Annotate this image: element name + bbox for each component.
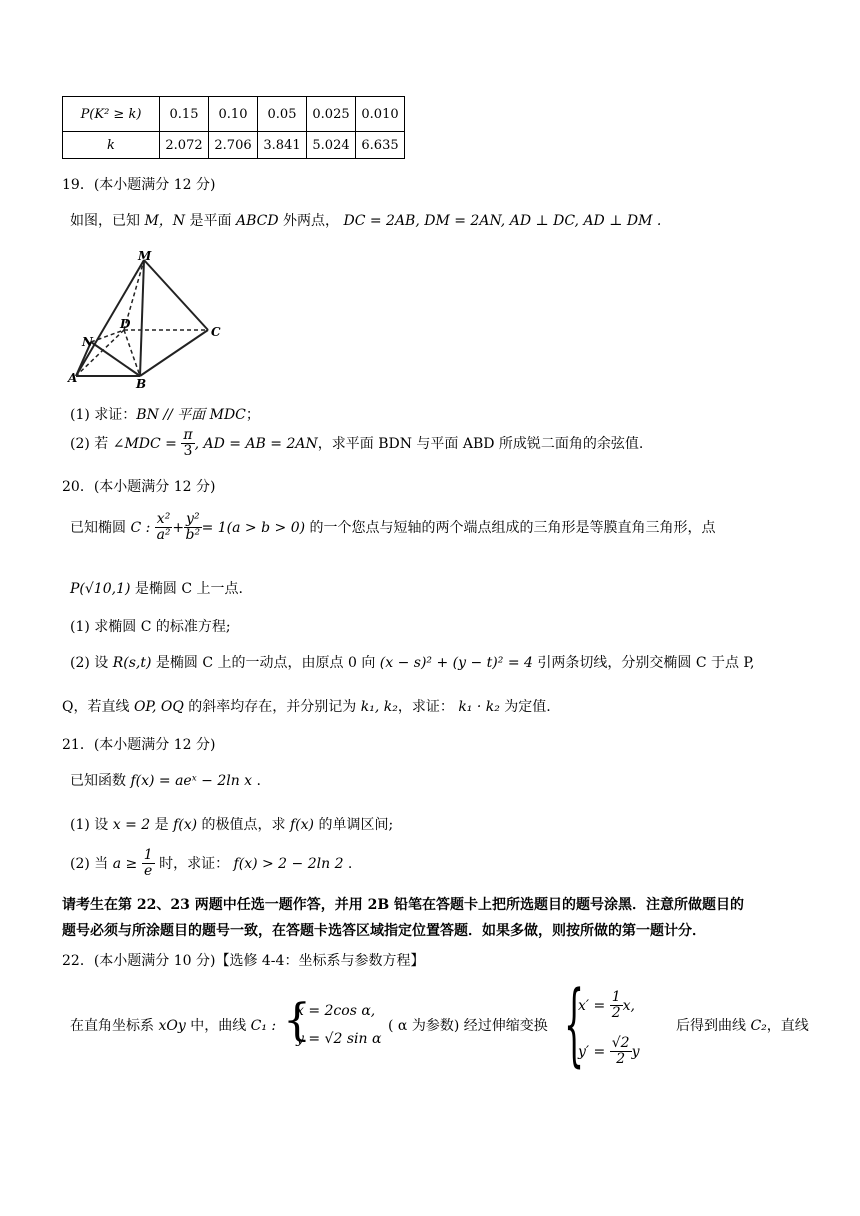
- math: f(x) > 2 − 2ln 2: [233, 855, 344, 872]
- text: .: [343, 855, 353, 872]
- math: y′ =: [578, 1043, 606, 1060]
- q19-heading: 19．(本小题满分 12 分): [62, 177, 216, 193]
- text: .: [252, 773, 261, 789]
- q21-part1: [70, 814, 393, 834]
- transform-brace: {: [564, 972, 585, 1077]
- math: , AD = AB = 2AN: [194, 435, 318, 452]
- math: M，N: [144, 213, 186, 229]
- text: 的一个您点与短轴的两个端点组成的三角形是等膜直角三角形，点: [305, 519, 716, 536]
- math: C₁ :: [250, 1018, 277, 1034]
- q19-intro: [70, 210, 661, 230]
- math: a ≥: [112, 855, 138, 872]
- text: +: [172, 519, 185, 536]
- label-M: M: [138, 249, 152, 263]
- q20-part1: (1) 求椭圆 C 的标准方程;: [70, 619, 231, 635]
- q20-line1: [70, 512, 716, 544]
- q21-line1: [70, 770, 261, 790]
- transform-eq1: [578, 990, 635, 1022]
- math: x,: [622, 997, 635, 1014]
- transform-eq2: [578, 1036, 639, 1068]
- frac-y2-b2: [184, 512, 202, 544]
- math: ABCD: [235, 213, 279, 229]
- q22-text-prefix: [70, 1015, 276, 1035]
- math: = 1(a > b > 0): [201, 519, 306, 536]
- table-cell: 3.841: [258, 132, 307, 159]
- text: (2) 当: [70, 855, 113, 872]
- math: k₁ · k₂: [458, 699, 500, 715]
- q22-heading: 22．(本小题满分 10 分)【选修 4-4：坐标系与参数方程】: [62, 953, 425, 969]
- text: 时，求证：: [154, 855, 234, 872]
- denominator: e: [144, 863, 153, 880]
- math: f(x) = aeˣ − 2ln x: [130, 773, 253, 789]
- math: f(x): [290, 817, 315, 833]
- math: x = 2: [112, 817, 151, 833]
- text: (1) 求证：: [70, 407, 137, 423]
- q20-part2b: [62, 696, 551, 716]
- math: f(x): [173, 817, 198, 833]
- numerator: 1: [611, 989, 621, 1005]
- table-row-label: k: [63, 132, 160, 159]
- table-cell: 6.635: [356, 132, 405, 159]
- text: 是椭圆 C 上的一动点，由原点 0 向: [151, 655, 380, 671]
- text: 为定值.: [499, 699, 551, 715]
- q20-part2: [70, 652, 754, 672]
- notice-line1: 请考生在第 22、23 两题中任选一题作答，并用 2B 铅笔在答题卡上把所选题目的题号涂黑．注意所做题目的: [62, 897, 745, 913]
- numerator: y²: [186, 511, 200, 527]
- text: (1) 设: [70, 817, 113, 833]
- text: ；: [245, 407, 260, 423]
- text: 外两点，: [278, 213, 344, 229]
- text: ，直线: [766, 1018, 809, 1034]
- q20-heading: 20．(本小题满分 12 分): [62, 479, 216, 495]
- label-D: D: [120, 317, 131, 331]
- pi-over-3: [181, 428, 194, 460]
- text: 是: [150, 817, 174, 833]
- math: x′ =: [578, 997, 606, 1014]
- frac-1-e: [142, 848, 155, 880]
- math: DC = 2AB, DM = 2AN, AD ⊥ DC, AD ⊥ DM .: [343, 213, 662, 229]
- table-cell: 5.024: [307, 132, 356, 159]
- text: 是椭圆 C 上一点.: [130, 581, 243, 597]
- text: ，求平面 BDN 与平面 ABD 所成锐二面角的余弦值.: [317, 435, 644, 452]
- table-row-label: P(K² ≥ k): [63, 97, 160, 132]
- text: 已知椭圆: [70, 519, 131, 536]
- critical-value-table: [62, 96, 405, 159]
- denominator: 2: [616, 1051, 626, 1068]
- numerator: √2: [611, 1035, 630, 1051]
- math: P(√10,1): [70, 581, 131, 597]
- math: y: [631, 1043, 640, 1060]
- table-cell: 0.025: [307, 97, 356, 132]
- table-cell: 2.706: [209, 132, 258, 159]
- text: 后得到曲线: [676, 1018, 751, 1034]
- numerator: 1: [143, 847, 153, 863]
- label-A: A: [68, 371, 78, 385]
- math: BN // 平面 MDC: [136, 407, 246, 423]
- q21-part2: [70, 848, 352, 880]
- text: 是平面: [185, 213, 236, 229]
- math: C₂: [750, 1018, 767, 1034]
- table-cell: 0.10: [209, 97, 258, 132]
- text: Q，若直线: [62, 699, 134, 715]
- math: R(s,t): [112, 655, 152, 671]
- frac-root2-2: [610, 1036, 632, 1068]
- text: 引两条切线，分别交椭圆 C 于点 P,: [532, 655, 755, 671]
- math: ∠MDC =: [112, 435, 177, 452]
- numerator: π: [183, 427, 193, 443]
- text: (2) 若: [70, 435, 113, 452]
- denominator: 2: [611, 1005, 621, 1022]
- table-cell: 0.05: [258, 97, 307, 132]
- text: 的单调区间;: [314, 817, 394, 833]
- math: k₁, k₂: [360, 699, 398, 715]
- q19-part2: [70, 428, 643, 460]
- frac-x2-a2: [155, 512, 173, 544]
- math: xOy: [158, 1018, 186, 1034]
- table-cell: 0.15: [160, 97, 209, 132]
- label-N: N: [82, 335, 93, 349]
- denominator: 3: [183, 443, 193, 460]
- denominator: a²: [156, 527, 171, 544]
- table-cell: 0.010: [356, 97, 405, 132]
- q22-suffix: [676, 1015, 809, 1035]
- text: 如图，已知: [70, 213, 145, 229]
- q21-heading: 21．(本小题满分 12 分): [62, 737, 216, 753]
- c1-eq2: y = √2 sin α: [296, 1031, 382, 1047]
- q20-line2: [70, 578, 243, 598]
- pyramid-figure: [66, 248, 236, 393]
- text: 已知函数: [70, 773, 131, 789]
- table-cell: 2.072: [160, 132, 209, 159]
- frac-1-2: [610, 990, 623, 1022]
- math: OP, OQ: [133, 699, 184, 715]
- text: 的斜率均存在，并分别记为: [183, 699, 361, 715]
- left-brace: {: [283, 995, 311, 1046]
- numerator: x²: [156, 511, 171, 527]
- label-C: C: [211, 325, 221, 339]
- text: 在直角坐标系: [70, 1018, 159, 1034]
- math: C :: [130, 519, 151, 536]
- text: (2) 设: [70, 655, 113, 671]
- math: (x − s)² + (y − t)² = 4: [379, 655, 533, 671]
- text: 中，曲线: [185, 1018, 251, 1034]
- q22-param: ( α 为参数) 经过伸缩变换: [388, 1018, 548, 1034]
- q19-part1: [70, 404, 260, 424]
- label-B: B: [136, 377, 147, 391]
- denominator: b²: [185, 527, 201, 544]
- c1-eq1: x = 2cos α,: [296, 1003, 376, 1019]
- text: ，求证：: [397, 699, 459, 715]
- text: 的极值点，求: [197, 817, 290, 833]
- notice-line2: 题号必须与所涂题目的题号一致，在答题卡选答区域指定位置答题．如果多做，则按所做的第一题计分．: [62, 923, 706, 939]
